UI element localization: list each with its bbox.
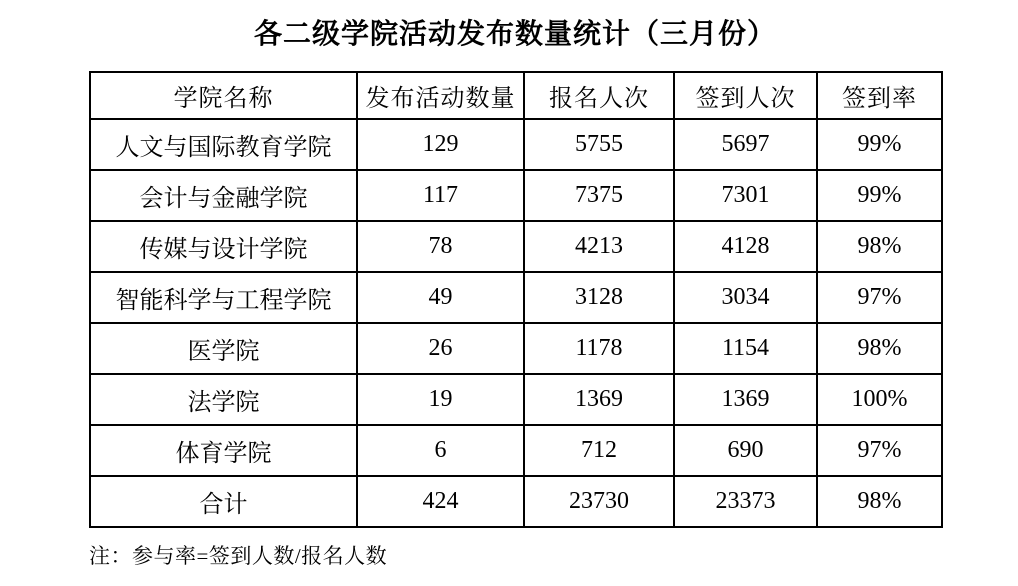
value-cell: 1178 (524, 323, 674, 374)
table-row (90, 272, 942, 323)
column-header-3: 报名人次 (524, 72, 674, 119)
value-cell: 4128 (674, 221, 817, 272)
value-cell: 23730 (524, 476, 674, 527)
college-name-cell: 人文与国际教育学院 (90, 119, 357, 170)
table-row (90, 425, 942, 476)
value-cell: 23373 (674, 476, 817, 527)
value-cell: 117 (357, 170, 524, 221)
value-cell: 7301 (674, 170, 817, 221)
value-cell: 5755 (524, 119, 674, 170)
table-body (90, 119, 942, 527)
page-title: 各二级学院活动发布数量统计（三月份） (253, 17, 776, 50)
value-cell: 19 (357, 374, 524, 425)
value-cell: 5697 (674, 119, 817, 170)
value-cell: 129 (357, 119, 524, 170)
table-row (90, 374, 942, 425)
value-cell: 100% (817, 374, 942, 425)
college-name-cell: 体育学院 (90, 425, 357, 476)
table-row (90, 119, 942, 170)
college-name-cell: 法学院 (90, 374, 357, 425)
column-header-1: 学院名称 (90, 72, 357, 119)
value-cell: 4213 (524, 221, 674, 272)
table-row (90, 221, 942, 272)
value-cell: 7375 (524, 170, 674, 221)
value-cell: 49 (357, 272, 524, 323)
value-cell: 1369 (524, 374, 674, 425)
table-row (90, 170, 942, 221)
header-row (90, 72, 942, 119)
value-cell: 97% (817, 425, 942, 476)
value-cell: 712 (524, 425, 674, 476)
value-cell: 99% (817, 170, 942, 221)
column-header-2: 发布活动数量 (357, 72, 524, 119)
value-cell: 78 (357, 221, 524, 272)
table-row (90, 323, 942, 374)
value-cell: 98% (817, 323, 942, 374)
college-name-cell: 合计 (90, 476, 357, 527)
value-cell: 1154 (674, 323, 817, 374)
college-name-cell: 医学院 (90, 323, 357, 374)
value-cell: 690 (674, 425, 817, 476)
college-name-cell: 会计与金融学院 (90, 170, 357, 221)
value-cell: 97% (817, 272, 942, 323)
value-cell: 98% (817, 476, 942, 527)
college-name-cell: 智能科学与工程学院 (90, 272, 357, 323)
table-row (90, 476, 942, 527)
value-cell: 424 (357, 476, 524, 527)
value-cell: 99% (817, 119, 942, 170)
table-header (90, 72, 942, 119)
value-cell: 3128 (524, 272, 674, 323)
value-cell: 98% (817, 221, 942, 272)
column-header-4: 签到人次 (674, 72, 817, 119)
footnote: 注：参与率=签到人数/报名人数 (89, 544, 388, 568)
value-cell: 1369 (674, 374, 817, 425)
college-name-cell: 传媒与设计学院 (90, 221, 357, 272)
value-cell: 6 (357, 425, 524, 476)
column-header-5: 签到率 (817, 72, 942, 119)
value-cell: 26 (357, 323, 524, 374)
stats-table (89, 71, 943, 528)
value-cell: 3034 (674, 272, 817, 323)
